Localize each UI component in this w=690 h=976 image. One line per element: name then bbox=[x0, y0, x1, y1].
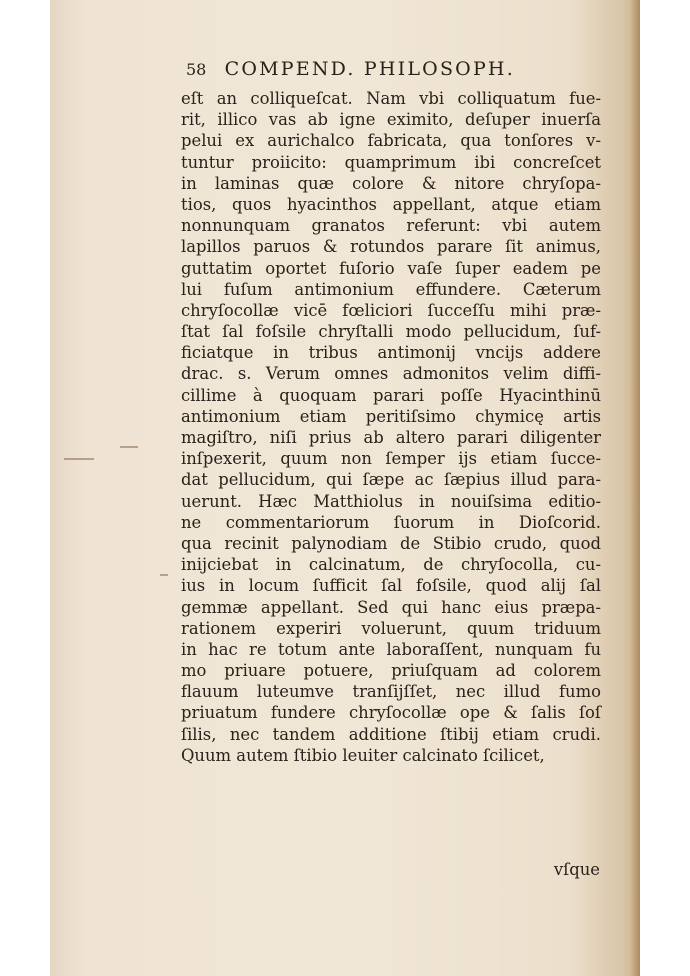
text-line: eſt an colliqueſcat. Nam vbi colliquatum fue- bbox=[181, 89, 601, 108]
text-line: pelui ex aurichalco fabricata, qua tonſores v- bbox=[181, 131, 601, 151]
text-line: rit, illico vas ab igne eximito, deſuper inuerſa bbox=[181, 110, 601, 130]
text-line: drac. s. Verum omnes admonitos velim diffi- bbox=[181, 364, 601, 384]
text-line: Quum autem ſtibio leuiter calcinato ſcilicet, bbox=[181, 745, 545, 765]
margin-mark bbox=[160, 574, 168, 576]
text-line: rationem experiri voluerunt, quum triduum bbox=[181, 618, 601, 638]
text-line: mo priuare potuere, priuſquam ad colorem bbox=[181, 661, 601, 681]
margin-mark bbox=[64, 458, 94, 460]
text-line: tios, quos hyacinthos appellant, atque etiam bbox=[181, 194, 601, 214]
text-line: inſpexerit, quum non ſemper ijs etiam ſucce- bbox=[181, 449, 601, 469]
body-text bbox=[181, 88, 601, 766]
text-line: cillime à quoquam parari poſſe Hyacinthinū bbox=[181, 385, 601, 405]
text-line: chryſocollæ vicē fœliciori ſucceſſu mihi præ- bbox=[181, 300, 601, 320]
text-line: dat pellucidum, qui ſæpe ac ſæpius illud para- bbox=[181, 470, 601, 490]
margin-mark bbox=[120, 446, 138, 448]
text-line: gemmæ appellant. Sed qui hanc eius præpa- bbox=[181, 597, 601, 617]
text-line: ius in locum ſufficit ſal foſsile, quod alij ſal bbox=[181, 576, 601, 596]
text-line: in laminas quæ colore & nitore chryſopa- bbox=[181, 173, 601, 193]
catchword: vſque bbox=[553, 860, 600, 879]
page-number: 58 bbox=[186, 60, 207, 79]
running-title: COMPEND. PHILOSOPH. bbox=[224, 58, 515, 80]
text-line: flauum luteumve tranſijſſet, nec illud fumo bbox=[181, 682, 601, 702]
text-line: lui fuſum antimonium effundere. Cæterum bbox=[181, 279, 601, 299]
book-page bbox=[50, 0, 640, 976]
text-line: guttatim oportet fuſorio vaſe ſuper eadem pe bbox=[181, 258, 601, 278]
text-line: uerunt. Hæc Matthiolus in nouiſsima editio- bbox=[181, 491, 601, 511]
text-line: inijciebat in calcinatum, de chryſocolla, cu- bbox=[181, 555, 601, 575]
text-line: ſilis, nec tandem additione ſtibij etiam crudi. bbox=[181, 724, 601, 744]
text-line: magiſtro, niſi prius ab altero parari diligenter bbox=[181, 428, 601, 447]
page-header bbox=[186, 58, 596, 88]
text-line: ne commentariorum ſuorum in Dioſcorid. bbox=[181, 512, 601, 532]
text-line: lapillos paruos & rotundos parare ſit animus, bbox=[181, 237, 601, 257]
text-line: qua recinit palynodiam de Stibio crudo, quod bbox=[181, 533, 601, 553]
text-line: antimonium etiam peritiſsimo chymicę artis bbox=[181, 406, 601, 426]
text-line: nonnunquam granatos referunt: vbi autem bbox=[181, 216, 601, 236]
text-line: priuatum fundere chryſocollæ ope & ſalis ſoſ bbox=[181, 703, 601, 723]
text-line: ficiatque in tribus antimonij vncijs addere bbox=[181, 343, 601, 363]
text-line: ſtat ſal foſsile chryſtalli modo pellucidum, ſuf- bbox=[181, 322, 601, 342]
text-line: tuntur proiicito: quamprimum ibi concreſcet bbox=[181, 152, 601, 172]
text-line: in hac re totum ante laboraſſent, nunquam fu bbox=[181, 639, 601, 659]
